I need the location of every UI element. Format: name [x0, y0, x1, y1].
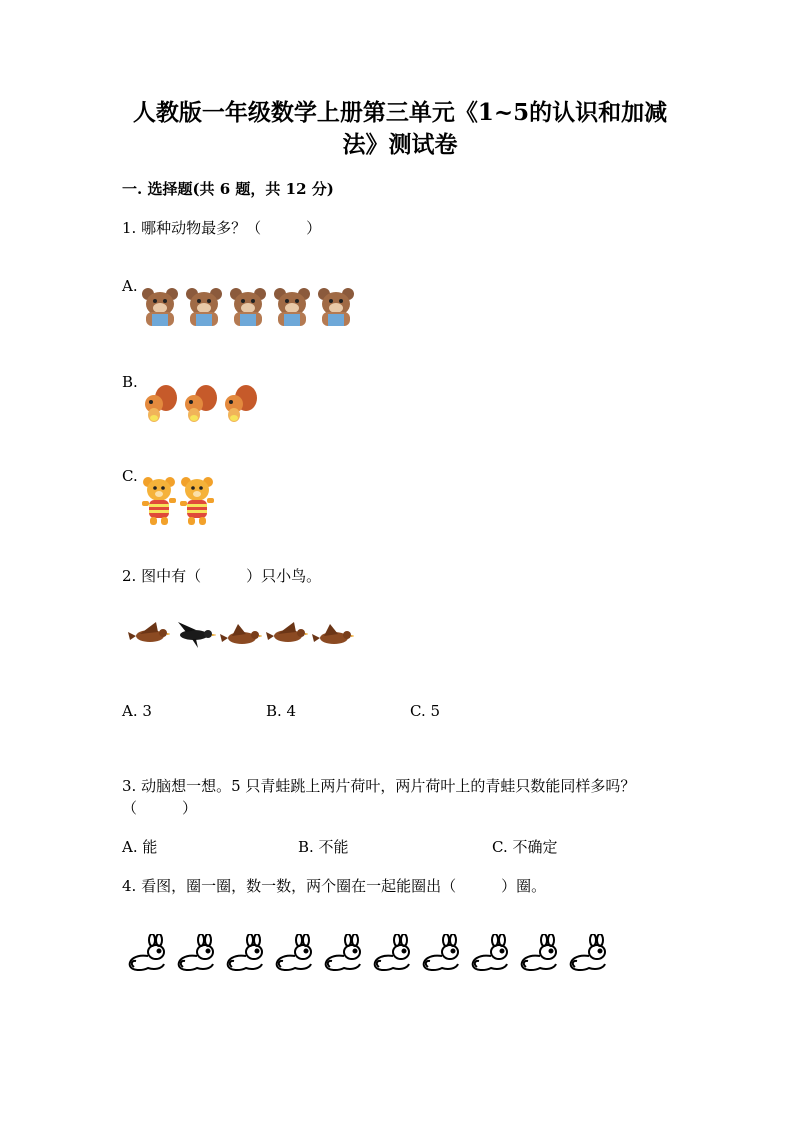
teddy-icon	[178, 474, 216, 526]
q1-option-c-label[interactable]: C.	[122, 467, 138, 485]
bird-icon	[264, 620, 308, 650]
question-4-text: 4. 看图，圈一圈，数一数，两个圈在一起能圈出（ ）圈。	[122, 877, 547, 895]
q2-option-c[interactable]: C. 5	[410, 702, 441, 720]
q4-rabbit-images	[126, 934, 616, 974]
bear-icon	[138, 286, 182, 328]
question-2-text: 2. 图中有（ ）只小鸟。	[122, 567, 322, 585]
q3-option-b[interactable]: B. 不能	[298, 838, 349, 856]
q1-option-b-label[interactable]: B.	[122, 373, 138, 391]
rabbit-icon	[371, 934, 420, 974]
rabbit-icon	[273, 934, 322, 974]
bear-icon	[182, 286, 226, 328]
q2-option-b[interactable]: B. 4	[266, 702, 297, 720]
rabbit-icon	[567, 934, 616, 974]
q3-option-c[interactable]: C. 不确定	[492, 838, 558, 856]
q1-option-a-images	[138, 286, 358, 328]
bird-icon	[218, 620, 262, 650]
squirrel-icon	[218, 384, 258, 424]
question-1-text: 1. 哪种动物最多？（ ）	[122, 219, 322, 237]
teddy-icon	[140, 474, 178, 526]
q1-option-c-images	[140, 474, 216, 526]
q2-bird-images	[126, 620, 354, 650]
bird-icon	[310, 620, 354, 650]
q1-option-a-label[interactable]: A.	[122, 277, 138, 295]
bear-icon	[270, 286, 314, 328]
rabbit-icon	[469, 934, 518, 974]
section-heading: 一. 选择题(共 6 题，共 12 分)	[122, 180, 334, 198]
bird-icon	[126, 620, 170, 650]
rabbit-icon	[322, 934, 371, 974]
question-3-text-line2: （ ）	[122, 799, 198, 817]
page-title-line1: 人教版一年级数学上册第三单元《1~5的认识和加减	[132, 99, 668, 126]
page-title-line2: 法》测试卷	[342, 131, 458, 158]
bird-icon	[172, 620, 216, 650]
q3-option-a[interactable]: A. 能	[122, 838, 158, 856]
q1-option-b-images	[138, 384, 258, 424]
q2-option-a[interactable]: A. 3	[122, 702, 152, 720]
rabbit-icon	[518, 934, 567, 974]
squirrel-icon	[138, 384, 178, 424]
bear-icon	[314, 286, 358, 328]
question-3-text-line1: 3. 动脑想一想。5 只青蛙跳上两片荷叶，两片荷叶上的青蛙只数能同样多吗？	[122, 777, 636, 795]
bear-icon	[226, 286, 270, 328]
squirrel-icon	[178, 384, 218, 424]
rabbit-icon	[175, 934, 224, 974]
rabbit-icon	[224, 934, 273, 974]
rabbit-icon	[126, 934, 175, 974]
rabbit-icon	[420, 934, 469, 974]
